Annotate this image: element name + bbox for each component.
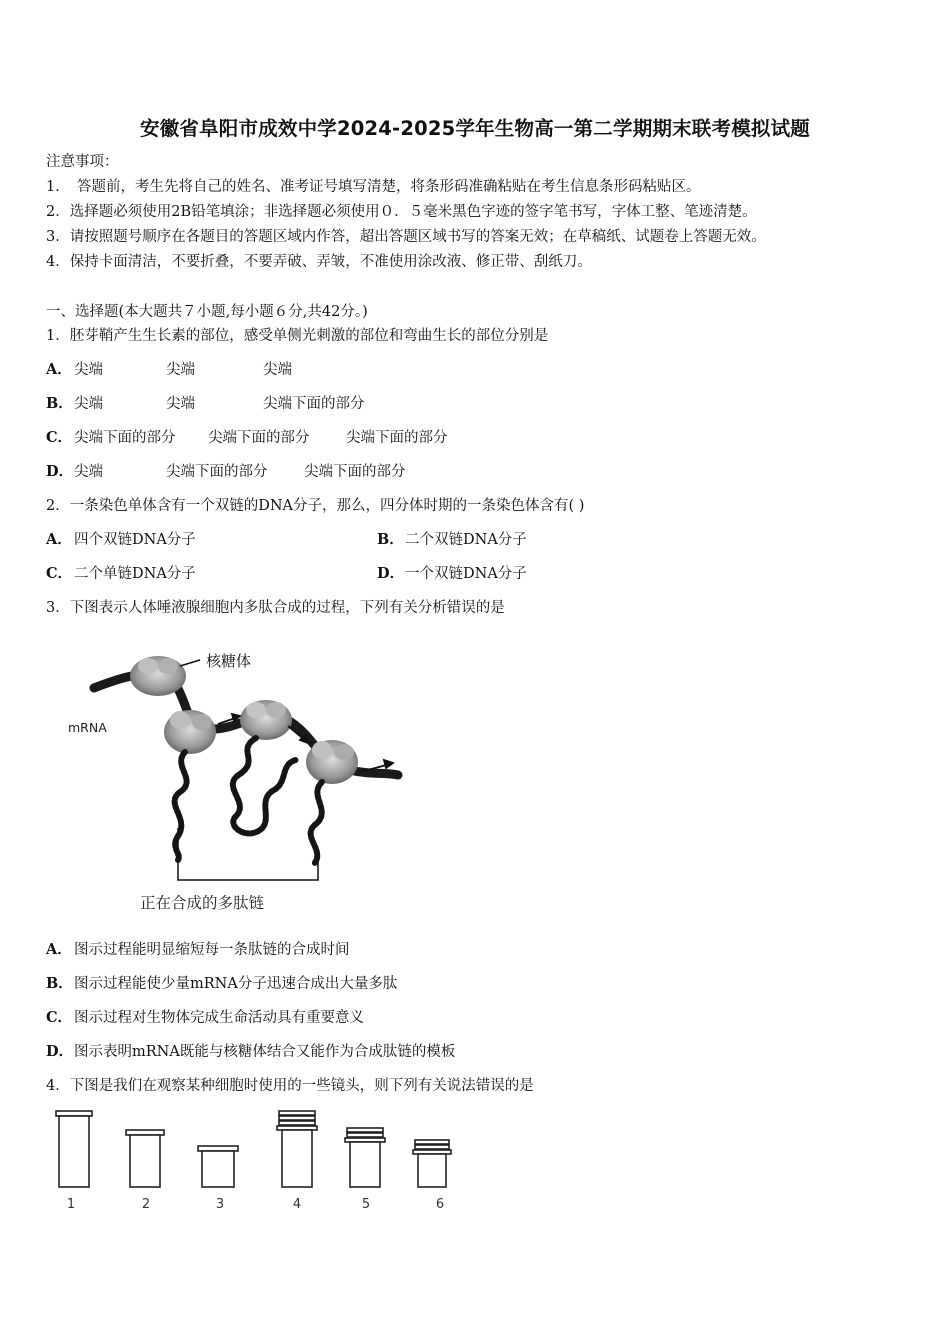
option-part: 尖端下面的部分 [208,430,310,446]
option-letter: D． [377,565,405,582]
lens-5 [345,1128,385,1187]
q2-option-d [377,564,527,584]
page-title: 安徽省阜阳市成效中学2024-2025学年生物高一第二学期期末联考模拟试题 [139,117,811,140]
option-text: 图示过程对生物体完成生命活动具有重要意义 [74,1010,364,1026]
option-part: 尖端 [263,362,292,378]
q1-option-c [46,428,448,448]
lens-1 [56,1111,92,1187]
lens-label: 4 [292,1197,302,1212]
label-ribosome: 核糖体 [206,652,252,670]
polyribosome-figure [60,640,420,920]
q2-option-c [46,564,196,584]
question-3-stem: 3．下图表示人体唾液腺细胞内多肽合成的过程，下列有关分析错误的是 [46,600,505,616]
q2-option-b [377,530,527,550]
q3-option-d [46,1042,455,1062]
q3-option-b [46,974,397,994]
question-1-stem: 1．胚芽鞘产生生长素的部位，感受单侧光刺激的部位和弯曲生长的部位分别是 [46,328,549,344]
option-part: 尖端下面的部分 [74,430,176,446]
section-heading: 一、选择题(本大题共７小题,每小题６分,共42分。) [46,304,368,320]
q2-option-a [46,530,196,550]
option-letter: C． [46,1009,73,1026]
lens-3 [198,1146,238,1187]
option-part: 尖端 [74,362,103,378]
lens-label: 5 [361,1197,371,1212]
option-part: 尖端下面的部分 [166,464,268,480]
lens-label: 1 [66,1197,76,1212]
option-text: 四个双链DNA分子 [74,532,196,548]
option-part: 尖端下面的部分 [263,396,365,412]
q3-option-a [46,940,350,960]
lens-2 [126,1130,164,1187]
notice-item: 1． 答题前，考生先将自己的姓名、准考证号填写清楚，将条形码准确粘贴在考生信息条形码粘贴区。 [46,179,701,195]
option-text: 一个双链DNA分子 [405,566,527,582]
lens-label: 3 [215,1197,225,1212]
q3-option-c [46,1008,364,1028]
option-letter: A． [46,531,72,548]
ribosome [306,740,358,784]
label-mrna: mRNA [68,720,107,735]
notice-item: 2．选择题必须使用2B铅笔填涂；非选择题必须使用０．５毫米黑色字迹的签字笔书写，字体工整、笔迹清楚。 [46,204,757,220]
ribosome [240,700,292,740]
ribosome [164,710,216,754]
ribosome [130,656,186,696]
notice-item: 4．保持卡面清洁，不要折叠，不要弄破、弄皱，不准使用涂改液、修正带、刮纸刀。 [46,254,592,270]
option-letter: C． [46,429,73,446]
option-text: 二个单链DNA分子 [74,566,196,582]
option-letter: D． [46,463,74,480]
option-part: 尖端 [166,362,195,378]
lens-4 [277,1111,317,1187]
lens-6 [413,1140,451,1187]
option-text: 二个双链DNA分子 [405,532,527,548]
q1-option-a [46,360,292,380]
lens-figure [48,1108,468,1218]
option-letter: B． [46,395,73,412]
option-letter: B． [377,531,404,548]
option-letter: D． [46,1043,74,1060]
option-part: 尖端 [166,396,195,412]
question-4-stem: 4．下图是我们在观察某种细胞时使用的一些镜头，则下列有关说法错误的是 [46,1078,534,1094]
q1-option-d [46,462,406,482]
q1-option-b [46,394,365,414]
lens-label: 2 [141,1197,151,1212]
question-2-stem: 2．一条染色单体含有一个双链的DNA分子，那么，四分体时期的一条染色体含有( ) [46,498,585,514]
option-text: 图示过程能使少量mRNA分子迅速合成出大量多肽 [74,976,398,992]
notice-heading: 注意事项： [46,154,119,170]
option-letter: A． [46,361,72,378]
option-letter: B． [46,975,73,992]
option-letter: C． [46,565,73,582]
option-text: 图示表明mRNA既能与核糖体结合又能作为合成肽链的模板 [74,1044,456,1060]
option-part: 尖端下面的部分 [346,430,448,446]
notice-item: 3．请按照题号顺序在各题目的答题区域内作答，超出答题区域书写的答案无效；在草稿纸、试题卷上答题无效。 [46,229,766,245]
option-part: 尖端下面的部分 [304,464,406,480]
option-text: 图示过程能明显缩短每一条肽链的合成时间 [74,942,350,958]
label-polypeptide: 正在合成的多肽链 [140,894,265,912]
option-letter: A． [46,941,72,958]
polypeptide-chain [175,738,322,864]
option-part: 尖端 [74,464,103,480]
lens-label: 6 [435,1197,445,1212]
option-part: 尖端 [74,396,103,412]
